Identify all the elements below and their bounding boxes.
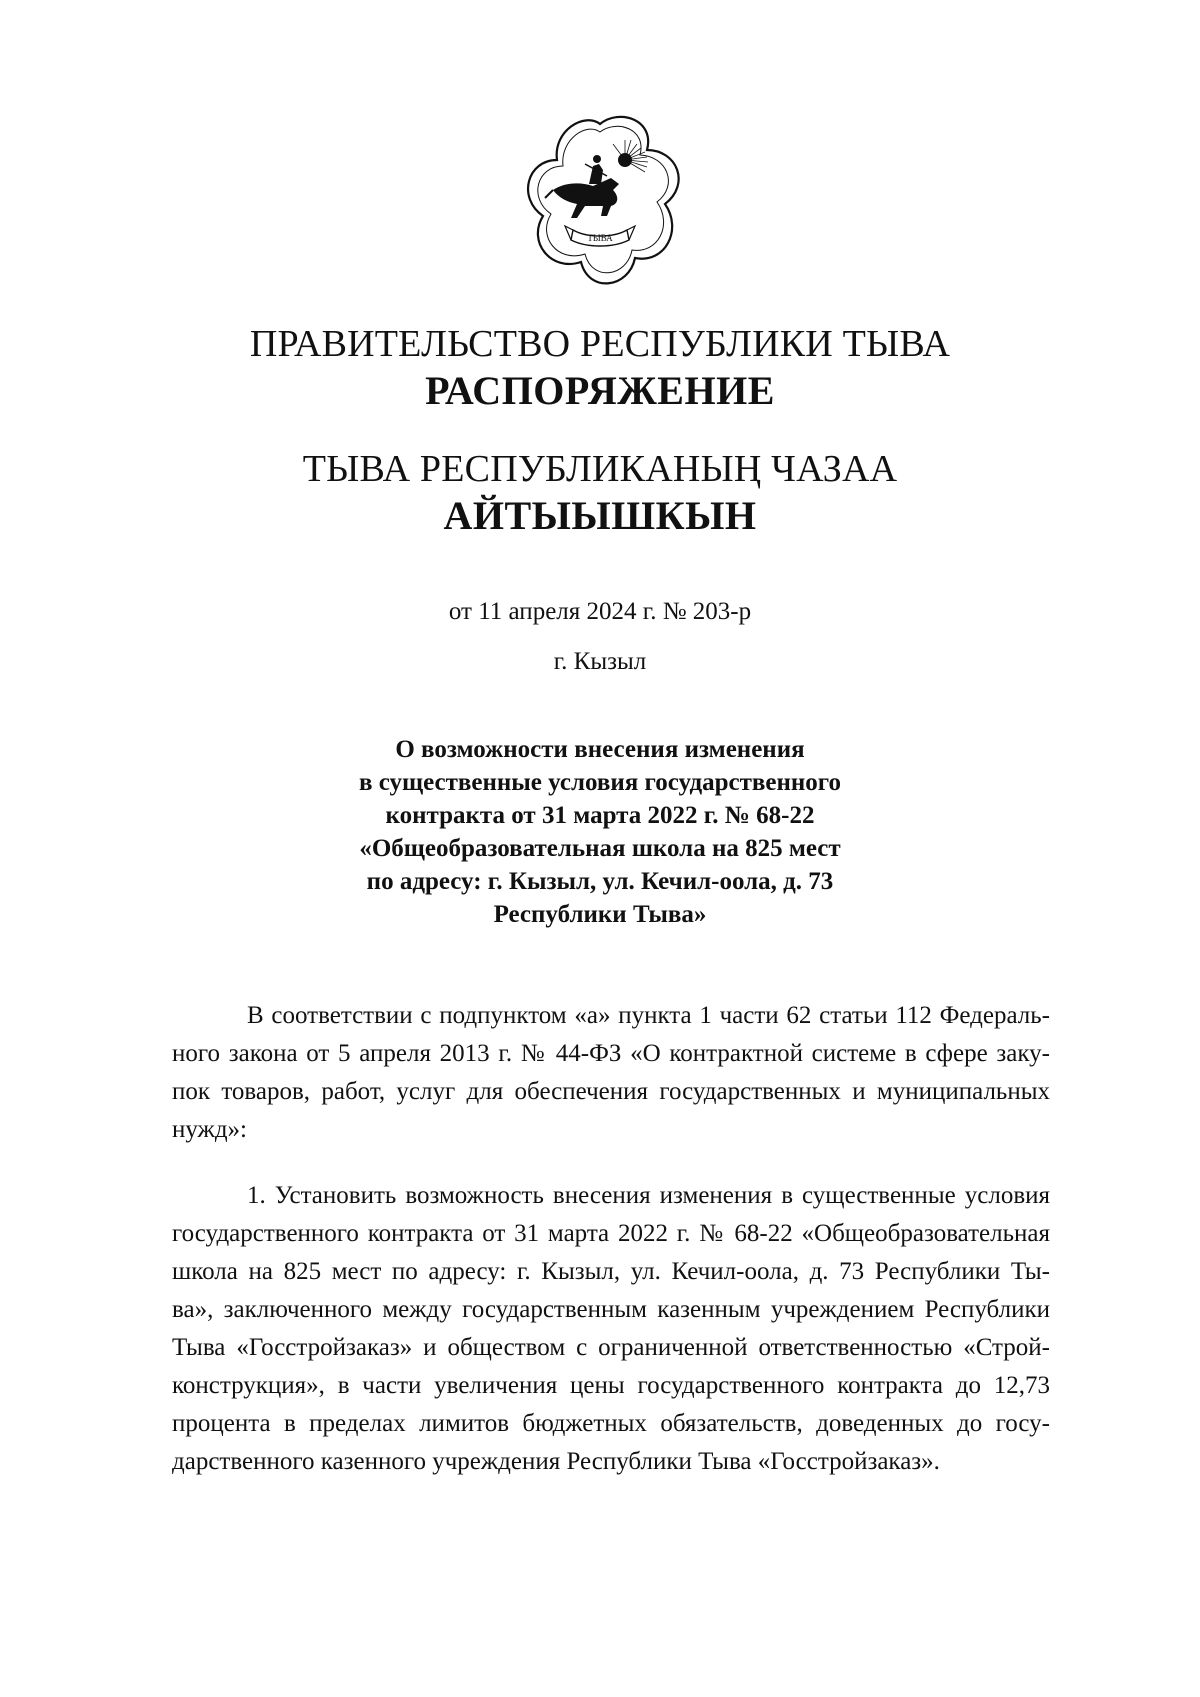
document-type-tyv: АЙТЫЫШКЫН (443, 493, 757, 538)
city: г. Кызыл (553, 648, 647, 675)
paragraph-line: процента в пределах лимитов бюджетных обязательств, доведенных до госу- (172, 1410, 1050, 1437)
title-line: Республики Тыва» (493, 901, 707, 928)
emblem-ribbon-label: ТЫВА (587, 233, 613, 243)
paragraph-line: дарственного казенного учреждения Республики Тыва «Госстройзаказ». (172, 1448, 940, 1475)
document-type-ru: РАСПОРЯЖЕНИЕ (425, 368, 775, 413)
preamble-paragraph (172, 997, 1050, 1149)
paragraph-line: В соответствии с подпунктом «а» пункта 1 части 62 статьи 112 Федераль- (247, 1002, 1050, 1029)
paragraph-line: конструкция», в части увеличения цены государственного контракта до 12,73 (172, 1372, 1050, 1399)
paragraph-line: Тыва «Госстройзаказ» и обществом с ограниченной ответственностью «Строй- (172, 1334, 1050, 1361)
paragraph-line: ного закона от 5 апреля 2013 г. № 44-ФЗ «О контрактной системе в сфере заку- (172, 1040, 1050, 1067)
title-line: «Общеобразовательная школа на 825 мест (359, 835, 841, 862)
title-line: контракта от 31 марта 2022 г. № 68-22 (385, 802, 815, 829)
title-line: О возможности внесения изменения (395, 736, 805, 763)
government-name-tyv: ТЫВА РЕСПУБЛИКАНЫҢ ЧАЗАА (302, 448, 898, 490)
paragraph-line: школа на 825 мест по адресу: г. Кызыл, ул. Кечил-оола, д. 73 Республики Ты- (172, 1258, 1050, 1285)
paragraph-line: 1. Установить возможность внесения изменения в существенные условия (247, 1182, 1050, 1209)
government-name-ru: ПРАВИТЕЛЬСТВО РЕСПУБЛИКИ ТЫВА (249, 323, 951, 365)
item-1-paragraph (172, 1177, 1050, 1481)
document-title (0, 733, 1200, 931)
paragraph-line: ва», заключенного между государственным казенным учреждением Республики (172, 1296, 1050, 1323)
paragraph-line: государственного контракта от 31 марта 2022 г. № 68-22 «Общеобразовательная (172, 1220, 1050, 1247)
title-line: в существенные условия государственного (358, 769, 842, 796)
title-line: по адресу: г. Кызыл, ул. Кечил-оола, д. 73 (366, 868, 834, 895)
paragraph-line: пок товаров, работ, услуг для обеспечения государственных и муниципальных (172, 1078, 1050, 1105)
paragraph-line: нужд»: (172, 1116, 247, 1143)
tuva-coat-of-arms-icon (515, 112, 685, 292)
date-and-number: от 11 апреля 2024 г. № 203-р (448, 598, 752, 625)
